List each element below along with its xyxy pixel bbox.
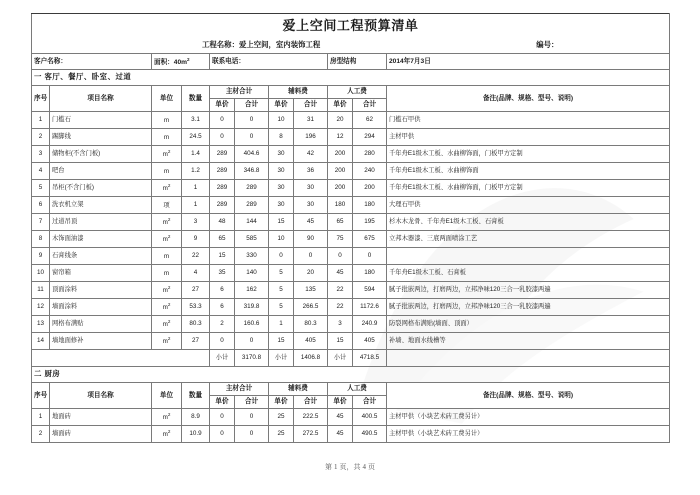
cell-main-total: 289 — [235, 197, 269, 214]
cell-quantity: 3.1 — [182, 112, 210, 129]
unit-text: m — [163, 168, 170, 176]
col-header-index-2: 序号 — [32, 383, 50, 409]
subtotal-remark — [387, 350, 670, 367]
cell-labor-unit: 200 — [328, 146, 353, 163]
unit-text: m — [162, 304, 168, 312]
col-header-remark: 备注(品牌、规格、型号、说明) — [387, 86, 670, 112]
cell-unit — [152, 231, 182, 248]
cell-remark: 防裂网格布满贴(墙面、顶面） — [387, 316, 670, 333]
cell-item-name: 墙地面修补 — [50, 333, 152, 350]
sheet-body — [32, 14, 670, 443]
section-heading-row-1 — [32, 70, 670, 86]
cell-main-total: 162 — [235, 282, 269, 299]
unit-superscript: 2 — [167, 411, 171, 417]
cell-aux-total: 31 — [294, 112, 328, 129]
cell-item-name: 网格布满贴 — [50, 316, 152, 333]
unit-superscript: 2 — [167, 182, 171, 188]
col-header-main-material: 主材合计 — [210, 86, 269, 99]
col-header-aux-total: 合计 — [294, 99, 328, 112]
header-row-top-2 — [32, 383, 670, 396]
cell-labor-total: 400.5 — [353, 409, 387, 426]
cell-remark: 门槛石甲供 — [387, 112, 670, 129]
cell-labor-total: 240 — [353, 163, 387, 180]
cell-aux-unit: 25 — [269, 409, 294, 426]
cell-main-unit: 289 — [210, 180, 235, 197]
cell-labor-total: 200 — [353, 180, 387, 197]
cell-main-total: 289 — [235, 180, 269, 197]
cell-unit — [152, 426, 182, 443]
unit-text: m — [162, 185, 168, 193]
cell-main-unit: 48 — [210, 214, 235, 231]
cell-aux-total: 80.3 — [294, 316, 328, 333]
cell-unit — [152, 316, 182, 333]
cell-main-total: 319.8 — [235, 299, 269, 316]
cell-labor-unit: 75 — [328, 231, 353, 248]
cell-item-name: 踢脚线 — [50, 129, 152, 146]
unit-text: 项 — [163, 202, 170, 210]
cell-remark: 主材甲供（小块艺术砖工费另计） — [387, 426, 670, 443]
cell-quantity: 80.3 — [182, 316, 210, 333]
unit-text: m — [162, 236, 168, 244]
section-heading-row-2 — [32, 367, 670, 383]
cell-labor-unit: 12 — [328, 129, 353, 146]
cell-remark: 杉木木龙骨、千年舟E1级木工板、石膏板 — [387, 214, 670, 231]
cell-labor-total: 405 — [353, 333, 387, 350]
cell-labor-total: 294 — [353, 129, 387, 146]
table-row[interactable] — [32, 180, 670, 197]
col-header-labor-total-2: 合计 — [353, 396, 387, 409]
cell-aux-total: 272.5 — [294, 426, 328, 443]
cell-aux-total: 90 — [294, 231, 328, 248]
unit-superscript: 2 — [167, 233, 171, 239]
cell-aux-total: 196 — [294, 129, 328, 146]
cell-remark: 千年舟E1级木工板、石膏板 — [387, 265, 670, 282]
unit-text: m — [163, 253, 170, 261]
col-header-name: 项目名称 — [50, 86, 152, 112]
cell-quantity: 1 — [182, 180, 210, 197]
cell-index: 9 — [32, 248, 50, 265]
cell-aux-total: 20 — [294, 265, 328, 282]
cell-item-name: 门槛石 — [50, 112, 152, 129]
cell-unit — [152, 112, 182, 129]
unit-text: m — [163, 134, 170, 142]
cell-main-total: 585 — [235, 231, 269, 248]
cell-unit — [152, 282, 182, 299]
table-row[interactable] — [32, 146, 670, 163]
cell-labor-total: 1172.6 — [353, 299, 387, 316]
page-title: 爱上空间工程预算清单 — [32, 14, 670, 38]
table-row[interactable] — [32, 248, 670, 265]
cell-aux-unit: 8 — [269, 129, 294, 146]
cell-index: 14 — [32, 333, 50, 350]
area-value: 40m — [173, 58, 187, 66]
table-row[interactable] — [32, 214, 670, 231]
cell-unit — [152, 409, 182, 426]
unit-superscript: 2 — [167, 428, 171, 434]
col-header-labor-unit-price-2: 单价 — [328, 396, 353, 409]
footer-page-number: 1 — [334, 463, 338, 471]
area-unit-superscript: 2 — [186, 56, 190, 62]
unit-text: m — [163, 117, 170, 125]
col-header-labor: 人工费 — [328, 86, 387, 99]
cell-quantity: 1.2 — [182, 163, 210, 180]
unit-superscript: 2 — [167, 216, 171, 222]
cell-main-unit: 6 — [210, 282, 235, 299]
cell-aux-total: 30 — [294, 180, 328, 197]
unit-text: m — [162, 338, 168, 346]
footer-prefix: 第 — [325, 463, 332, 471]
cell-item-name: 墙面涂料 — [50, 299, 152, 316]
cell-main-unit: 35 — [210, 265, 235, 282]
cell-labor-unit: 20 — [328, 112, 353, 129]
subtotal-main-label: 小计 — [210, 350, 235, 367]
cell-remark: 大理石甲供 — [387, 197, 670, 214]
cell-aux-unit: 30 — [269, 180, 294, 197]
cell-main-unit: 0 — [210, 426, 235, 443]
cell-main-unit: 289 — [210, 146, 235, 163]
cell-aux-total: 135 — [294, 282, 328, 299]
cell-remark: 补墙、地面水线槽等 — [387, 333, 670, 350]
cell-aux-total: 42 — [294, 146, 328, 163]
cell-aux-total: 45 — [294, 214, 328, 231]
unit-text: m — [163, 270, 170, 278]
cell-unit — [152, 146, 182, 163]
cell-aux-unit: 5 — [269, 265, 294, 282]
unit-text: m — [162, 287, 168, 295]
unit-text: m — [162, 431, 168, 439]
cell-remark: 千年舟E1级木工板、水曲柳饰面，门板甲方定制 — [387, 146, 670, 163]
col-header-labor-total: 合计 — [353, 99, 387, 112]
cell-labor-total: 594 — [353, 282, 387, 299]
cell-remark: 千年舟E1级木工板、水曲柳饰面 — [387, 163, 670, 180]
cell-main-total: 346.8 — [235, 163, 269, 180]
cell-unit — [152, 299, 182, 316]
cell-labor-unit: 0 — [328, 248, 353, 265]
cell-remark: 立邦木器漆、三底两面喷涂工艺 — [387, 231, 670, 248]
col-header-unit-2: 单位 — [152, 383, 182, 409]
cell-labor-total: 62 — [353, 112, 387, 129]
cell-main-total: 0 — [235, 409, 269, 426]
header-row-top-1 — [32, 86, 670, 99]
project-line — [32, 38, 670, 54]
cell-aux-total: 266.5 — [294, 299, 328, 316]
col-header-aux-total-2: 合计 — [294, 396, 328, 409]
cell-main-unit: 0 — [210, 129, 235, 146]
cell-main-total: 0 — [235, 112, 269, 129]
unit-superscript: 2 — [167, 301, 171, 307]
cell-index: 6 — [32, 197, 50, 214]
area-field[interactable] — [152, 54, 210, 70]
cell-labor-unit: 180 — [328, 197, 353, 214]
cell-labor-total: 195 — [353, 214, 387, 231]
cell-aux-unit: 5 — [269, 282, 294, 299]
structure-label: 房型结构 — [328, 54, 387, 70]
cell-quantity: 24.5 — [182, 129, 210, 146]
date-field[interactable]: 2014年7月3日 — [387, 54, 670, 70]
cell-unit — [152, 197, 182, 214]
cell-quantity: 27 — [182, 282, 210, 299]
col-header-labor-unit-price: 单价 — [328, 99, 353, 112]
cell-item-name: 吊柜(不含门板) — [50, 180, 152, 197]
cell-quantity: 1 — [182, 197, 210, 214]
phone-field[interactable]: 联系电话： — [210, 54, 328, 70]
cell-labor-unit: 3 — [328, 316, 353, 333]
table-row[interactable] — [32, 265, 670, 282]
cell-quantity: 10.9 — [182, 426, 210, 443]
cell-index: 4 — [32, 163, 50, 180]
customer-info-row — [32, 54, 670, 70]
cell-labor-total: 240.9 — [353, 316, 387, 333]
cell-unit — [152, 163, 182, 180]
table-row[interactable] — [32, 197, 670, 214]
cell-item-name: 洗衣机立架 — [50, 197, 152, 214]
budget-sheet — [31, 13, 669, 443]
unit-text: m — [162, 151, 168, 159]
cell-aux-unit: 30 — [269, 163, 294, 180]
cell-main-unit: 6 — [210, 299, 235, 316]
col-header-qty-2: 数量 — [182, 383, 210, 409]
cell-index: 10 — [32, 265, 50, 282]
cell-index: 12 — [32, 299, 50, 316]
cell-main-unit: 289 — [210, 197, 235, 214]
col-header-name-2: 项目名称 — [50, 383, 152, 409]
cell-index: 2 — [32, 426, 50, 443]
footer-suffix: 页 — [368, 463, 375, 471]
cell-main-total: 0 — [235, 426, 269, 443]
cell-item-name: 吧台 — [50, 163, 152, 180]
cell-index: 11 — [32, 282, 50, 299]
col-header-aux-unit-price: 单价 — [269, 99, 294, 112]
project-number-label: 编号： — [536, 40, 559, 50]
cell-labor-unit: 45 — [328, 409, 353, 426]
cell-main-unit: 289 — [210, 163, 235, 180]
col-header-main-total: 合计 — [235, 99, 269, 112]
cell-remark: 腻子批嵌两边，打磨两边，立邦净味120三合一乳胶漆两遍 — [387, 282, 670, 299]
table-row[interactable] — [32, 299, 670, 316]
cell-remark: 腻子批嵌两边，打磨两边，立邦净味120三合一乳胶漆两遍 — [387, 299, 670, 316]
col-header-main-material-2: 主材合计 — [210, 383, 269, 396]
col-header-labor-2: 人工费 — [328, 383, 387, 396]
cell-main-total: 330 — [235, 248, 269, 265]
unit-text: m — [162, 414, 168, 422]
cell-labor-unit: 22 — [328, 299, 353, 316]
section-heading-living: 一 客厅、餐厅、卧室、过道 — [32, 70, 670, 86]
cell-labor-unit: 22 — [328, 282, 353, 299]
cell-main-total: 0 — [235, 129, 269, 146]
table-row[interactable] — [32, 231, 670, 248]
cell-aux-unit: 15 — [269, 214, 294, 231]
cell-index: 2 — [32, 129, 50, 146]
cell-labor-unit: 45 — [328, 265, 353, 282]
cell-remark: 千年舟E1级木工板、水曲柳饰面，门板甲方定制 — [387, 180, 670, 197]
cell-aux-total: 405 — [294, 333, 328, 350]
table-row[interactable] — [32, 112, 670, 129]
cell-aux-unit: 0 — [269, 248, 294, 265]
cell-main-total: 404.6 — [235, 146, 269, 163]
cell-quantity: 8.9 — [182, 409, 210, 426]
section-heading-kitchen: 二 厨房 — [32, 367, 670, 383]
subtotal-aux-label: 小计 — [269, 350, 294, 367]
subtotal-main-value: 3170.8 — [235, 350, 269, 367]
cell-item-name: 顶面涂料 — [50, 282, 152, 299]
cell-item-name: 石膏线条 — [50, 248, 152, 265]
subtotal-blank — [32, 350, 210, 367]
cell-unit — [152, 333, 182, 350]
footer-middle: 页，共 — [339, 463, 361, 471]
subtotal-aux-value: 1406.8 — [294, 350, 328, 367]
project-row — [32, 38, 670, 54]
cell-main-unit: 15 — [210, 248, 235, 265]
cell-unit — [152, 265, 182, 282]
col-header-aux-material-2: 辅料费 — [269, 383, 328, 396]
cell-labor-total: 675 — [353, 231, 387, 248]
col-header-main-total-2: 合计 — [235, 396, 269, 409]
area-label: 面积： — [154, 58, 174, 66]
cell-index: 1 — [32, 409, 50, 426]
cell-index: 8 — [32, 231, 50, 248]
cell-remark: 主材甲供 — [387, 129, 670, 146]
cell-main-unit: 65 — [210, 231, 235, 248]
cell-main-unit: 0 — [210, 333, 235, 350]
table-row[interactable] — [32, 282, 670, 299]
cell-labor-unit: 45 — [328, 426, 353, 443]
cell-item-name: 墙面砖 — [50, 426, 152, 443]
cell-quantity: 27 — [182, 333, 210, 350]
col-header-index: 序号 — [32, 86, 50, 112]
col-header-main-unit-price: 单价 — [210, 99, 235, 112]
title-row — [32, 14, 670, 38]
cell-aux-unit: 10 — [269, 231, 294, 248]
cell-item-name: 过道吊顶 — [50, 214, 152, 231]
table-row[interactable] — [32, 316, 670, 333]
page-footer — [0, 462, 700, 472]
table-row[interactable] — [32, 163, 670, 180]
table-row[interactable] — [32, 333, 670, 350]
cell-aux-unit: 30 — [269, 197, 294, 214]
subtotal-labor-value: 4718.5 — [353, 350, 387, 367]
cell-index: 5 — [32, 180, 50, 197]
cell-quantity: 22 — [182, 248, 210, 265]
cell-aux-unit: 10 — [269, 112, 294, 129]
cell-main-total: 144 — [235, 214, 269, 231]
cell-main-total: 0 — [235, 333, 269, 350]
subtotal-row — [32, 350, 670, 367]
cell-quantity: 3 — [182, 214, 210, 231]
cell-index: 3 — [32, 146, 50, 163]
unit-superscript: 2 — [167, 335, 171, 341]
cell-remark: 主材甲供（小块艺术砖工费另计） — [387, 409, 670, 426]
cell-item-name: 窗帘箱 — [50, 265, 152, 282]
col-header-remark-2: 备注(品牌、规格、型号、说明) — [387, 383, 670, 409]
cell-labor-total: 280 — [353, 146, 387, 163]
cell-aux-unit: 15 — [269, 333, 294, 350]
customer-name-field[interactable]: 客户名称： — [32, 54, 152, 70]
cell-quantity: 9 — [182, 231, 210, 248]
cell-labor-unit: 65 — [328, 214, 353, 231]
table-row[interactable] — [32, 409, 670, 426]
cell-quantity: 53.3 — [182, 299, 210, 316]
cell-item-name: 地面砖 — [50, 409, 152, 426]
cell-aux-total: 222.5 — [294, 409, 328, 426]
cell-labor-unit: 200 — [328, 163, 353, 180]
unit-text: m — [162, 219, 168, 227]
cell-aux-unit: 25 — [269, 426, 294, 443]
subtotal-labor-label: 小计 — [328, 350, 353, 367]
cell-labor-unit: 200 — [328, 180, 353, 197]
cell-main-unit: 0 — [210, 409, 235, 426]
project-name-label: 工程名称：爱上空间，室内装饰工程 — [202, 40, 321, 50]
cell-index: 1 — [32, 112, 50, 129]
cell-labor-total: 0 — [353, 248, 387, 265]
cell-unit — [152, 214, 182, 231]
cell-index: 7 — [32, 214, 50, 231]
cell-quantity: 1.4 — [182, 146, 210, 163]
col-header-main-unit-price-2: 单价 — [210, 396, 235, 409]
cell-main-unit: 2 — [210, 316, 235, 333]
cell-remark — [387, 248, 670, 265]
col-header-unit: 单位 — [152, 86, 182, 112]
cell-labor-total: 490.5 — [353, 426, 387, 443]
unit-superscript: 2 — [167, 318, 171, 324]
cell-item-name: 木饰面油漆 — [50, 231, 152, 248]
unit-superscript: 2 — [167, 148, 171, 154]
cell-unit — [152, 129, 182, 146]
table-row[interactable] — [32, 129, 670, 146]
cell-main-total: 160.6 — [235, 316, 269, 333]
cell-unit — [152, 248, 182, 265]
col-header-qty: 数量 — [182, 86, 210, 112]
cell-aux-unit: 30 — [269, 146, 294, 163]
col-header-aux-unit-price-2: 单价 — [269, 396, 294, 409]
budget-table — [31, 13, 670, 443]
footer-total-pages: 4 — [362, 463, 366, 471]
unit-text: m — [162, 321, 168, 329]
unit-superscript: 2 — [167, 284, 171, 290]
cell-labor-total: 180 — [353, 265, 387, 282]
cell-unit — [152, 180, 182, 197]
col-header-aux-material: 辅料费 — [269, 86, 328, 99]
cell-aux-unit: 5 — [269, 299, 294, 316]
cell-aux-total: 36 — [294, 163, 328, 180]
cell-index: 13 — [32, 316, 50, 333]
cell-item-name: 储物柜(不含门板) — [50, 146, 152, 163]
cell-aux-total: 0 — [294, 248, 328, 265]
table-row[interactable] — [32, 426, 670, 443]
cell-aux-total: 30 — [294, 197, 328, 214]
cell-quantity: 4 — [182, 265, 210, 282]
cell-aux-unit: 1 — [269, 316, 294, 333]
cell-main-total: 140 — [235, 265, 269, 282]
cell-main-unit: 0 — [210, 112, 235, 129]
cell-labor-unit: 15 — [328, 333, 353, 350]
cell-labor-total: 180 — [353, 197, 387, 214]
